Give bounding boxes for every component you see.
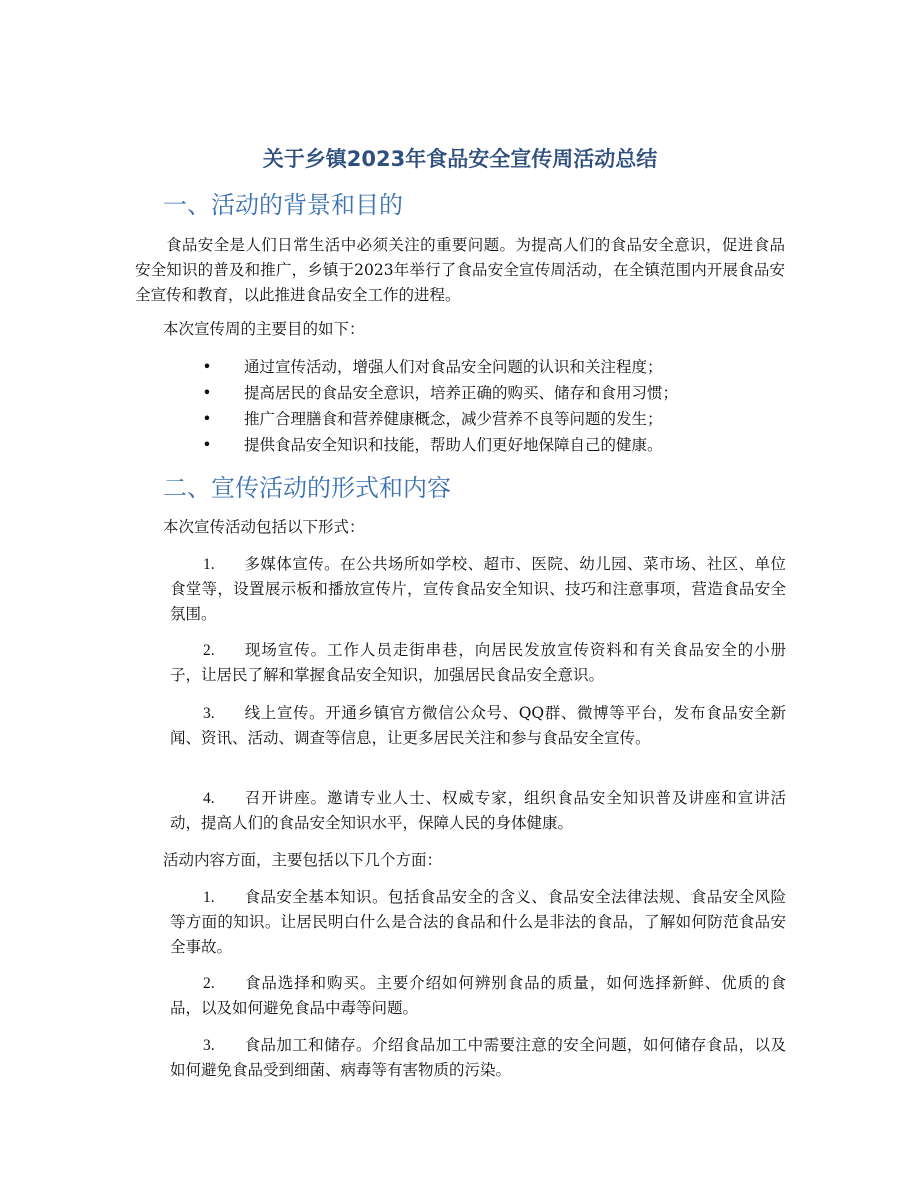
item-number: 3. xyxy=(203,705,215,722)
bullet-icon: • xyxy=(202,436,212,454)
bullet-text: 提高居民的食品安全意识，培养正确的购买、储存和食用习惯； xyxy=(244,384,679,402)
content-item xyxy=(170,885,786,960)
form-item xyxy=(170,701,786,751)
bullet-icon: • xyxy=(202,410,212,428)
item-text: 现场宣传。工作人员走街串巷，向居民发放宣传资料和有关食品安全的小册子，让居民了解和掌握食品安全知识，加强居民食品安全意识。 xyxy=(170,641,786,684)
forms-intro: 本次宣传活动包括以下形式： xyxy=(163,518,365,536)
section-2-heading: 二、宣传活动的形式和内容 xyxy=(163,474,451,502)
item-number: 4. xyxy=(203,790,215,807)
item-number: 1. xyxy=(203,556,215,573)
content-item xyxy=(170,971,786,1021)
section-1-intro: 本次宣传周的主要目的如下： xyxy=(163,320,365,338)
item-number: 1. xyxy=(203,889,215,906)
item-text: 多媒体宣传。在公共场所如学校、超市、医院、幼儿园、菜市场、社区、单位食堂等，设置展示板和播放宣传片，宣传食品安全知识、技巧和注意事项，营造食品安全氛围。 xyxy=(170,555,786,623)
bullet-icon: • xyxy=(202,384,212,402)
bullet-text: 推广合理膳食和营养健康概念，减少营养不良等问题的发生； xyxy=(244,410,663,428)
item-number: 2. xyxy=(203,975,215,992)
bullet-text: 通过宣传活动，增强人们对食品安全问题的认识和关注程度； xyxy=(244,358,663,376)
section-1-paragraph: 食品安全是人们日常生活中必须关注的重要问题。为提高人们的食品安全意识，促进食品安全知识的普及和推广，乡镇于2023年举行了食品安全宣传周活动，在全镇范围内开展食品安全宣传和教育，以此推进食品安全工作的进程。 xyxy=(135,236,785,304)
bullet-icon: • xyxy=(202,358,212,376)
form-item xyxy=(170,552,786,627)
item-text: 食品加工和储存。介绍食品加工中需要注意的安全问题，如何储存食品，以及如何避免食品受到细菌、病毒等有害物质的污染。 xyxy=(170,1036,786,1079)
item-text: 食品安全基本知识。包括食品安全的含义、食品安全法律法规、食品安全风险等方面的知识。让居民明白什么是合法的食品和什么是非法的食品，了解如何防范食品安全事故。 xyxy=(170,888,786,956)
section-1-heading: 一、活动的背景和目的 xyxy=(163,191,403,219)
document-title: 关于乡镇2023年食品安全宣传周活动总结 xyxy=(262,147,658,171)
item-text: 线上宣传。开通乡镇官方微信公众号、QQ群、微博等平台，发布食品安全新闻、资讯、活动、调查等信息，让更多居民关注和参与食品安全宣传。 xyxy=(170,704,786,747)
item-number: 3. xyxy=(203,1037,215,1054)
form-item xyxy=(170,638,786,688)
item-text: 食品选择和购买。主要介绍如何辨别食品的质量，如何选择新鲜、优质的食品，以及如何避免食品中毒等问题。 xyxy=(170,974,786,1017)
item-text: 召开讲座。邀请专业人士、权威专家，组织食品安全知识普及讲座和宣讲活动，提高人们的食品安全知识水平，保障人民的身体健康。 xyxy=(170,789,786,832)
item-number: 2. xyxy=(203,642,215,659)
bullet-text: 提供食品安全知识和技能，帮助人们更好地保障自己的健康。 xyxy=(244,436,663,454)
content-intro: 活动内容方面，主要包括以下几个方面： xyxy=(163,851,443,869)
form-item xyxy=(170,786,786,836)
content-item xyxy=(170,1033,786,1083)
